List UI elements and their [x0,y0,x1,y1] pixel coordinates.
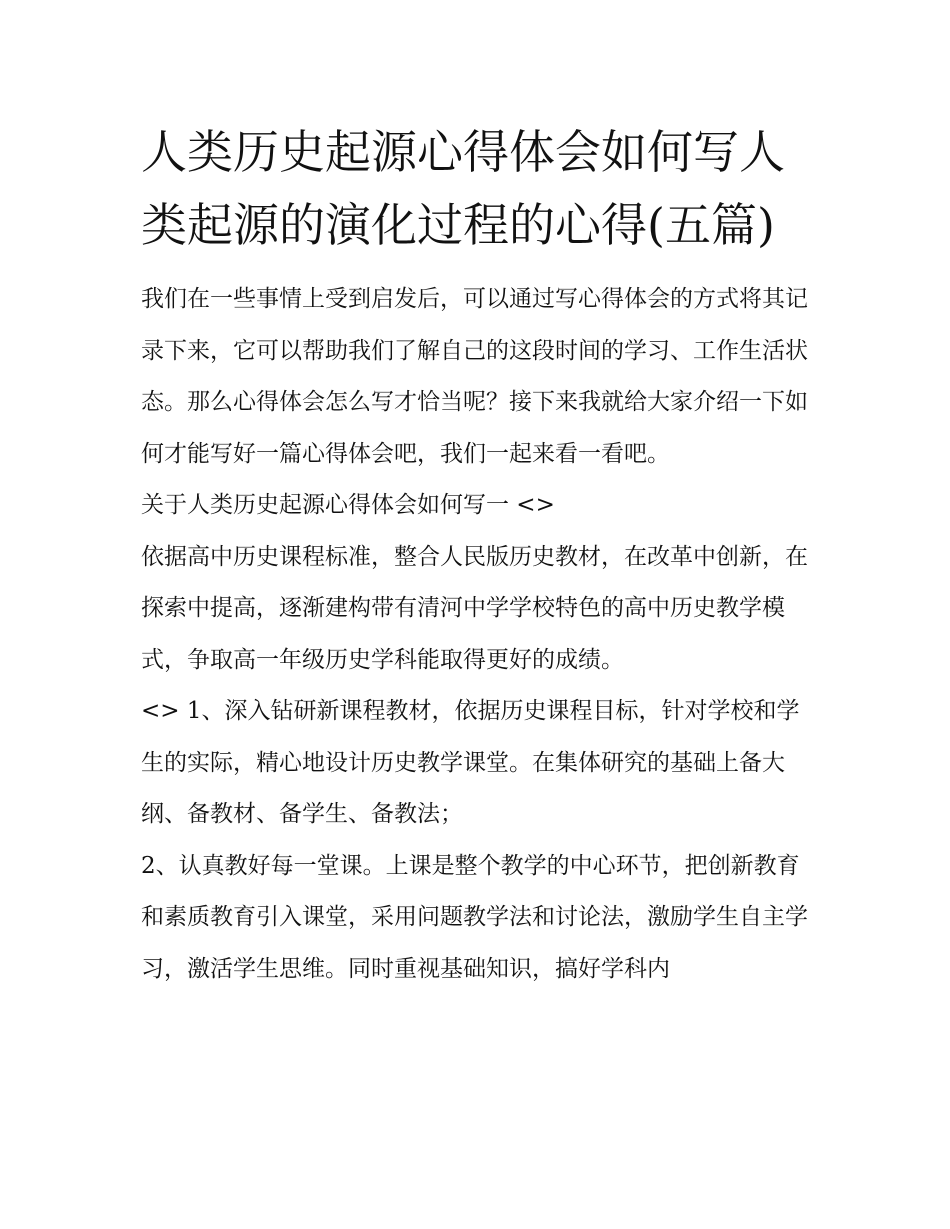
document-page [141,116,811,995]
body-paragraph-1: 依据高中历史课程标准，整合人民版历史教材，在改革中创新，在探索中提高，逐渐建构带有清河中学学校特色的高中历史教学模式，争取高一年级历史学科能取得更好的成绩。 [141,543,808,673]
intro-paragraph: 我们在一些事情上受到启发后，可以通过写心得体会的方式将其记录下来，它可以帮助我们了解自己的这段时间的学习、工作生活状态。那么心得体会怎么写才恰当呢？接下来我就给大家介绍一下如何才能写好一篇心得体会吧，我们一起来看一看吧。 [141,286,808,467]
body-paragraph-2: <> 1、深入钻研新课程教材，依据历史课程目标，针对学校和学生的实际，精心地设计历史教学课堂。在集体研究的基础上备大纲、备教材、备学生、备教法； [141,698,800,827]
section-heading: 关于人类历史起源心得体会如何写一 <> [141,492,555,518]
body-paragraph-3: 2、认真教好每一堂课。上课是整个教学的中心环节，把创新教育和素质教育引入课堂，采用问题教学法和讨论法，激励学生自主学习，激活学生思维。同时重视基础知识，搞好学科内 [141,852,808,982]
document-title: 人类历史起源心得体会如何写人类起源的演化过程的心得(五篇) [141,125,785,252]
